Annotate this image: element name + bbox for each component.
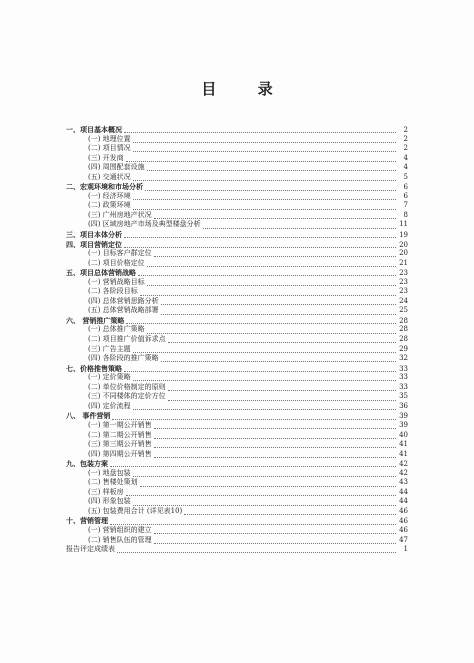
toc-entry-label: (二) 项目价格定位	[88, 258, 145, 267]
toc-entry-label: 十、营销管理	[66, 516, 108, 526]
toc-entry-label: (四) 形象包装	[88, 497, 131, 506]
toc-leader-dots	[168, 394, 396, 401]
toc-leader-dots	[138, 269, 396, 276]
toc-entry-label: 五、项目总体营销战略	[66, 268, 136, 278]
toc-entry-label: 七、价格推售策略	[66, 363, 122, 373]
toc-entry-label: (三) 第三期公开销售	[88, 440, 152, 449]
toc-leader-dots	[126, 155, 396, 162]
toc-entry-label: (二) 销售队伍的管理	[88, 535, 152, 544]
toc-entry-page: 6	[403, 183, 408, 192]
toc-entry	[88, 536, 408, 546]
toc-leader-dots	[154, 250, 396, 257]
toc-entry-page: 5	[403, 172, 408, 181]
toc-entry-page: 44	[399, 487, 408, 496]
toc-entry-page: 23	[399, 287, 408, 296]
toc-entry-label: (三) 广告主题	[88, 344, 131, 353]
toc-leader-dots	[110, 460, 396, 467]
toc-entry	[88, 297, 408, 307]
toc-leader-dots	[124, 365, 396, 372]
toc-entry-page: 25	[399, 306, 408, 315]
toc-entry	[88, 163, 408, 173]
toc-entry	[88, 450, 408, 460]
toc-entry-label: (二) 单位价格制定的原则	[88, 382, 166, 391]
table-of-contents	[66, 125, 408, 555]
toc-leader-dots	[154, 527, 396, 534]
toc-leader-dots	[133, 499, 396, 506]
toc-entry	[66, 230, 408, 240]
toc-entry-page: 20	[399, 240, 408, 249]
toc-entry-page: 47	[399, 535, 408, 544]
toc-entry-label: (二) 政策环境	[88, 201, 131, 210]
toc-entry-page: 1	[403, 545, 408, 554]
toc-entry-label: (一) 经济环境	[88, 191, 131, 200]
toc-entry-page: 44	[399, 497, 408, 506]
toc-leader-dots	[161, 298, 396, 305]
toc-leader-dots	[124, 126, 396, 133]
toc-entry-page: 42	[399, 460, 408, 469]
toc-entry	[66, 516, 408, 526]
toc-entry-page: 40	[399, 430, 408, 439]
toc-leader-dots	[147, 164, 396, 171]
toc-entry	[66, 364, 408, 374]
toc-entry-page: 33	[399, 382, 408, 391]
toc-entry	[66, 268, 408, 278]
toc-entry-label: (四) 总体营销思路分析	[88, 296, 159, 305]
toc-entry-label: 六、 营销推广策略	[66, 315, 125, 325]
page-title: 目 录	[201, 80, 291, 98]
toc-entry-page: 20	[399, 249, 408, 258]
toc-entry	[88, 259, 408, 269]
toc-entry-page: 46	[399, 525, 408, 534]
toc-entry	[88, 497, 408, 507]
toc-entry	[88, 201, 408, 211]
toc-entry-label: (三) 开发商	[88, 153, 124, 162]
toc-entry-label: 八、 事件营销	[66, 411, 111, 421]
toc-leader-dots	[161, 308, 396, 315]
toc-leader-dots	[124, 231, 396, 238]
toc-leader-dots	[147, 260, 396, 267]
toc-leader-dots	[133, 470, 396, 477]
toc-entry	[66, 182, 408, 192]
toc-entry	[88, 135, 408, 145]
toc-entry	[88, 173, 408, 183]
toc-entry	[88, 354, 408, 364]
toc-entry-page: 24	[399, 296, 408, 305]
toc-entry-label: (四) 周围配套设施	[88, 163, 145, 172]
toc-entry-page: 33	[399, 373, 408, 382]
toc-entry-label: (一) 营销战略目标	[88, 277, 145, 286]
toc-entry-page: 39	[399, 420, 408, 429]
toc-entry-page: 7	[403, 201, 408, 210]
toc-entry-page: 2	[403, 126, 408, 134]
toc-entry	[88, 144, 408, 154]
toc-entry	[88, 278, 408, 288]
toc-entry-label: (四) 各阶段的推广策略	[88, 354, 159, 363]
toc-entry	[88, 287, 408, 297]
toc-leader-dots	[133, 145, 396, 152]
toc-entry-page: 11	[399, 220, 408, 229]
toc-leader-dots	[124, 241, 396, 248]
toc-entry	[88, 507, 408, 517]
toc-entry-page: 23	[399, 269, 408, 278]
toc-entry-label: (一) 地盘包装	[88, 468, 131, 477]
toc-leader-dots	[117, 546, 396, 553]
toc-entry-label: (四) 区域房地产市场及典型楼盘分析	[88, 220, 201, 229]
toc-entry-page: 21	[399, 258, 408, 267]
toc-entry-page: 19	[399, 231, 408, 240]
toc-entry-label: (二) 项目情况	[88, 144, 131, 153]
toc-entry-page: 4	[403, 163, 408, 172]
toc-entry-page: 4	[403, 153, 408, 162]
toc-entry	[88, 383, 408, 393]
toc-entry-page: 46	[399, 517, 408, 526]
toc-leader-dots	[133, 193, 396, 200]
toc-leader-dots	[140, 480, 396, 487]
toc-entry	[88, 440, 408, 450]
toc-entry-label: (一) 地理位置	[88, 134, 131, 143]
toc-entry-label: (二) 各阶段目标	[88, 287, 138, 296]
toc-entry-label: (二) 项目推广价值诉求点	[88, 335, 166, 344]
toc-leader-dots	[110, 518, 396, 525]
toc-entry-label: 一、项目基本概况	[66, 125, 122, 134]
toc-leader-dots	[133, 346, 396, 353]
toc-leader-dots	[154, 212, 396, 219]
toc-leader-dots	[168, 384, 396, 391]
toc-leader-dots	[145, 184, 396, 191]
toc-entry-label: (四) 定价流程	[88, 401, 131, 410]
toc-entry	[88, 402, 408, 412]
toc-entry-page: 46	[399, 506, 408, 515]
toc-leader-dots	[184, 508, 396, 515]
toc-leader-dots	[154, 432, 396, 439]
toc-entry-page: 23	[399, 277, 408, 286]
toc-entry-label: (二) 售楼处策划	[88, 478, 138, 487]
toc-entry-page: 28	[399, 335, 408, 344]
toc-leader-dots	[147, 279, 396, 286]
toc-entry	[88, 392, 408, 402]
toc-entry-label: (三) 不同楼体的定价方位	[88, 392, 166, 401]
toc-entry-label: (五) 总体营销战略部署	[88, 306, 159, 315]
toc-entry-page: 29	[399, 344, 408, 353]
toc-entry-page: 42	[399, 468, 408, 477]
toc-leader-dots	[133, 174, 396, 181]
toc-entry-label: (一) 第一期公开销售	[88, 420, 152, 429]
toc-entry-page: 35	[399, 392, 408, 401]
toc-entry	[88, 220, 408, 230]
toc-entry-label: (五) 包装费用合计 (详见表10)	[88, 506, 183, 515]
toc-entry-label: (一) 总体推广策略	[88, 325, 145, 334]
toc-entry-label: 二、宏观环境和市场分析	[66, 182, 143, 192]
toc-entry	[88, 154, 408, 164]
toc-entry-page: 43	[399, 478, 408, 487]
toc-leader-dots	[126, 317, 396, 324]
toc-entry-page: 41	[399, 449, 408, 458]
toc-entry	[88, 306, 408, 316]
toc-entry-page: 32	[399, 354, 408, 363]
toc-leader-dots	[133, 374, 396, 381]
toc-entry	[66, 459, 408, 469]
toc-entry-page: 36	[399, 401, 408, 410]
toc-entry-label: (一) 目标客户群定位	[88, 249, 152, 258]
toc-leader-dots	[133, 203, 396, 210]
toc-entry	[88, 469, 408, 479]
toc-entry-page: 28	[399, 325, 408, 334]
toc-leader-dots	[133, 403, 396, 410]
toc-leader-dots	[126, 489, 396, 496]
toc-entry-label: 九、包装方案	[66, 459, 108, 469]
toc-entry	[88, 488, 408, 498]
toc-entry	[88, 345, 408, 355]
toc-entry-label: (一) 定价策略	[88, 373, 131, 382]
toc-entry	[88, 335, 408, 345]
toc-entry-label: (一) 营销组织的建立	[88, 525, 152, 534]
toc-entry-page: 33	[399, 364, 408, 373]
toc-entry	[88, 249, 408, 259]
toc-leader-dots	[154, 451, 396, 458]
toc-entry	[66, 125, 408, 135]
toc-leader-dots	[154, 441, 396, 448]
toc-leader-dots	[154, 537, 396, 544]
toc-entry	[66, 545, 408, 555]
toc-leader-dots	[133, 136, 396, 143]
toc-entry-page: 2	[403, 134, 408, 143]
toc-entry-page: 41	[399, 440, 408, 449]
toc-entry-page: 39	[399, 412, 408, 421]
toc-entry	[88, 526, 408, 536]
toc-leader-dots	[154, 422, 396, 429]
toc-leader-dots	[140, 289, 396, 296]
toc-entry-label: (二) 第二期公开销售	[88, 430, 152, 439]
toc-entry-label: (三) 广州房地产状况	[88, 210, 152, 219]
toc-entry-label: (四) 第四期公开销售	[88, 449, 152, 458]
toc-entry	[88, 373, 408, 383]
toc-entry-label: 三、项目本体分析	[66, 230, 122, 240]
toc-entry-page: 28	[399, 316, 408, 325]
toc-entry-page: 2	[403, 144, 408, 153]
toc-entry-page: 6	[403, 191, 408, 200]
toc-entry	[66, 240, 408, 250]
toc-leader-dots	[203, 222, 396, 229]
toc-entry	[66, 411, 408, 421]
toc-entry-label: 四、项目营销定位	[66, 239, 122, 249]
toc-entry	[88, 421, 408, 431]
toc-entry-label: (五) 交通状况	[88, 172, 131, 181]
toc-leader-dots	[112, 413, 396, 420]
toc-entry-page: 8	[403, 210, 408, 219]
toc-leader-dots	[161, 355, 396, 362]
toc-entry	[88, 192, 408, 202]
toc-entry	[88, 431, 408, 441]
toc-leader-dots	[147, 327, 396, 334]
toc-leader-dots	[168, 336, 396, 343]
toc-entry	[88, 478, 408, 488]
toc-entry-label: 报告评定成绩表	[66, 545, 115, 554]
toc-entry	[88, 325, 408, 335]
toc-entry-label: (三) 样板房	[88, 487, 124, 496]
